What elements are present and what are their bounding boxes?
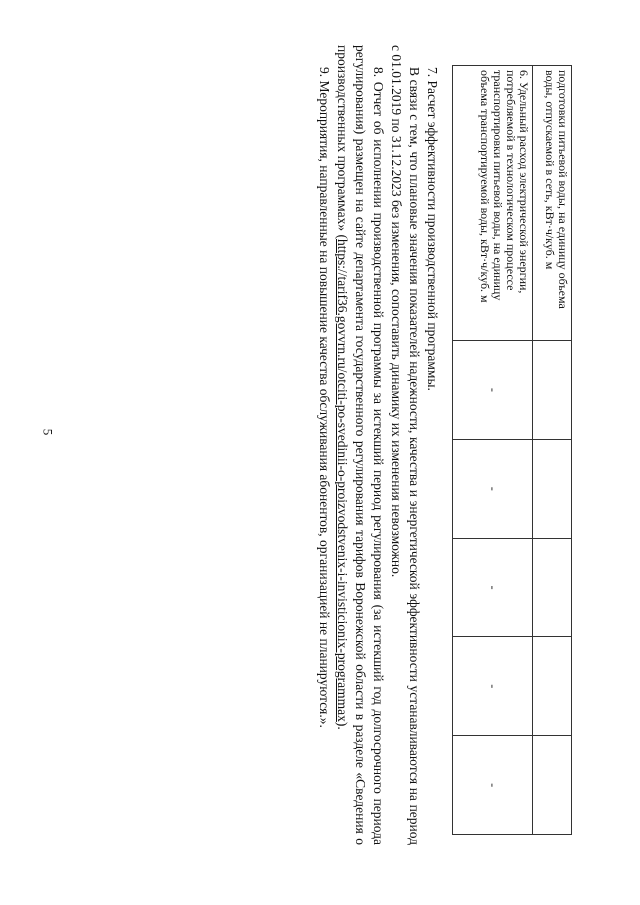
table-cell-value [533, 538, 572, 637]
page-number: 5 [40, 428, 56, 436]
section-7-text: В связи с тем, что плановые значения показателей надежности, качества и энергетической эффективности устанавливаются на период с 01.01.2019 по 31.12.2023 без изменения, сопоставить динамику их изменения невозможно. [389, 45, 422, 845]
table-cell-value [533, 341, 572, 440]
section-7-heading: 7. Расчет эффективности производственной программы. [425, 67, 440, 391]
table-cell-value [533, 439, 572, 538]
section-8-text-after: ). [335, 721, 350, 730]
section-8-text-before: 8. Отчет об исполнении производственной программы за истекший период регулирования (за истекший год долгосрочного периода регулирования) размещен на сайте департамента государственного регулирования тарифов Воронежской области в разделе «Сведения о производственных программах» ( [335, 45, 386, 845]
table-cell-value: - [453, 439, 533, 538]
table-cell-label: 6. Удельный расход электрической энергии, потребляемой в технологическом процессе транспортировки питьевой воды, на единицу объема транспортируемой воды, кВт·ч/куб. м [453, 66, 533, 341]
tariff-report-link[interactable]: https://tarif36.govvrn.ru/otciti-po-svedinii-o-proizvodstvenix-i-invisticionix-programmax [335, 238, 350, 722]
table-cell-label: подготовки питьевой воды, на единицу объема воды, отпускаемой в сеть, кВт·ч/куб. м [533, 66, 572, 341]
body-text [315, 45, 441, 845]
table-row [533, 66, 572, 835]
section-9-text: 9. Мероприятия, направленные на повышение качества обслуживания абонентов, организацией не планируются.». [317, 67, 332, 728]
section-8-text [333, 45, 387, 845]
table-cell-value: - [453, 736, 533, 835]
table-cell-value [533, 637, 572, 736]
table-cell-value: - [453, 538, 533, 637]
table-cell-value: - [453, 341, 533, 440]
indicators-table [452, 65, 572, 835]
rotated-page-content [80, 25, 640, 865]
table-cell-value: - [453, 637, 533, 736]
table-cell-value [533, 736, 572, 835]
table-row [453, 66, 533, 835]
